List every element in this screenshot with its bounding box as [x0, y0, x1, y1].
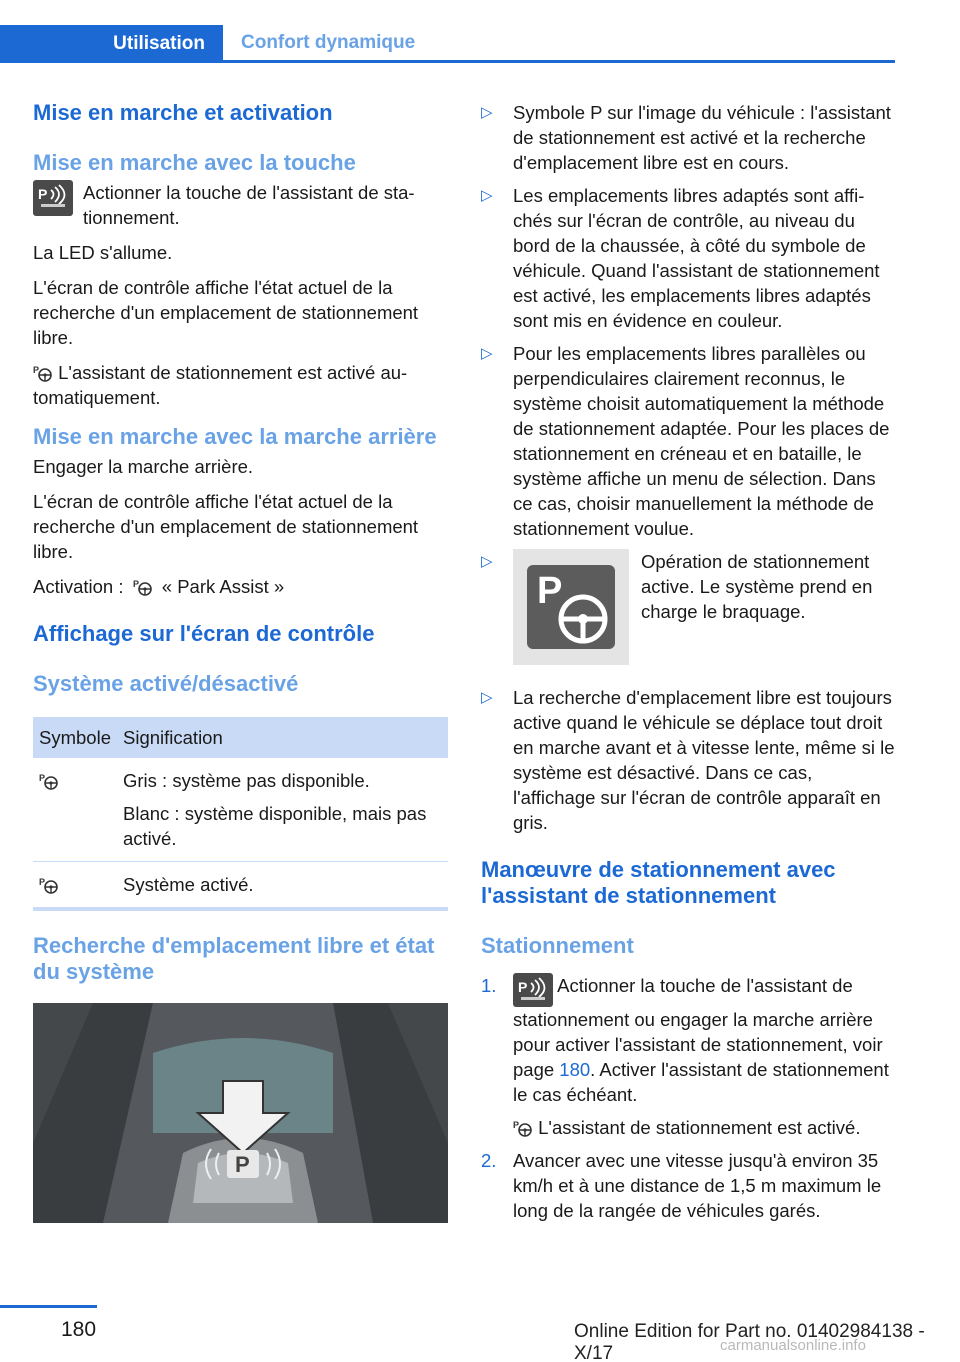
svg-text:P: P — [235, 1152, 250, 1177]
bullet-text: Les emplacements libres adaptés sont affichés sur l'écran de contrôle, au niveau du bord de la chaussée, à côté du symbole de véhicule. Quand l'assistant de stationnement est activé, les emplacements libres adaptés sont mis en évidence en couleur. — [513, 185, 880, 331]
touche-text: Actionner la touche de l'assistant de stationnement. — [83, 182, 415, 228]
row1-blanc: Blanc : système disponible, mais pas activé. — [123, 803, 427, 849]
heading-manoeuvre: Manœuvre de stationnement avec l'assistant de stationnement — [481, 857, 836, 908]
bullet-text: Symbole P sur l'image du véhicule : l'assistant de stationnement est activé et la recherche d'emplacement libre est en cours. — [513, 102, 891, 173]
row1-gris: Gris : système pas disponible. — [123, 770, 370, 791]
activation-line — [33, 574, 448, 599]
step-text: Actionner la touche de l'assistant de stationnement ou engager la marche arrière pour activer l'assistant de stationnement, voir page — [513, 975, 883, 1080]
bullet-text: La recherche d'emplacement libre est toujours active quand le véhicule se déplace tout droit en marche avant et à vitesse lente, même si le système est désactivé. Dans ce cas, l'affichage sur l'écran de contrôle apparaît en gris. — [513, 687, 895, 833]
park-assist-steering-icon — [33, 364, 53, 382]
park-assist-steering-icon — [39, 876, 59, 894]
tab-confort-dynamique[interactable]: Confort dynamique — [241, 31, 416, 53]
page-link[interactable]: 180 — [559, 1059, 591, 1080]
step-active-text: L'assistant de stationnement est activé. — [538, 1117, 861, 1138]
step-active-line — [513, 1115, 897, 1140]
bullet-triangle-icon: ▷ — [481, 689, 493, 706]
heading-marche-arriere: Mise en marche avec la marche arrière — [33, 424, 437, 449]
step-text: Avancer avec une vitesse jusqu'à environ 35 km/h et à une distance de 1,5 m maximum le long de la rangée de véhicules garés. — [513, 1150, 882, 1221]
col-symbole: Symbole — [39, 727, 111, 748]
page-number: 180 — [61, 1318, 97, 1341]
list-item — [481, 685, 897, 835]
svg-text:P: P — [39, 877, 46, 887]
heading-touche: Mise en marche avec la touche — [33, 150, 356, 175]
touche-block — [33, 180, 448, 230]
list-item — [481, 341, 897, 541]
table-row — [33, 862, 448, 907]
numbered-step — [481, 1148, 897, 1223]
symbol-table — [33, 717, 448, 911]
svg-text:P: P — [537, 570, 563, 612]
heading-activation: Mise en marche et activation — [33, 100, 333, 125]
ecran-text-1: L'écran de contrôle affiche l'état actuel de la recherche d'un emplacement de stationnement libre. — [33, 277, 419, 348]
col-signification: Signification — [123, 727, 223, 748]
header-tabbar — [0, 25, 895, 63]
ecran-text-2: L'écran de contrôle affiche l'état actuel de la recherche d'un emplacement de stationnement libre. — [33, 491, 419, 562]
left-column — [33, 100, 448, 1223]
step-number: 1. — [481, 975, 497, 996]
tab-utilisation[interactable]: Utilisation — [0, 25, 223, 63]
row2-active: Système activé. — [123, 874, 254, 895]
activation-suffix: « Park Assist » — [161, 576, 285, 597]
bullet-text: Pour les emplacements libres parallèles ou perpendiculaires clairement reconnus, le système choisit automatiquement la méthode de stationnement adaptée. Pour les places de stationnement en créneau et en bataille, le système affiche un menu de sélection. Dans ce cas, choisir manuellement la méthode de stationnement voulue. — [513, 343, 890, 539]
park-assist-steering-icon — [133, 578, 153, 596]
activation-prefix: Activation : — [33, 576, 124, 597]
list-item — [481, 100, 897, 175]
right-column — [481, 100, 897, 1231]
table-header — [33, 717, 448, 758]
list-item — [481, 549, 897, 665]
step-text-cont: . Activer l'assistant de stationnement le cas échéant. — [513, 1059, 889, 1105]
heading-affichage: Affichage sur l'écran de contrôle — [33, 621, 375, 646]
table-symbol-cell — [39, 872, 123, 897]
heading-stationnement: Stationnement — [481, 933, 634, 958]
heading-recherche: Recherche d'emplacement libre et état du système — [33, 933, 435, 984]
bullet-triangle-icon: ▷ — [481, 104, 493, 121]
engager-text: Engager la marche arrière. — [33, 456, 254, 477]
park-assist-steering-icon — [39, 772, 59, 790]
svg-text:P: P — [132, 579, 139, 589]
park-operation-icon — [513, 549, 629, 665]
svg-text:P: P — [38, 186, 48, 202]
bullet-text: Opération de stationnement active. Le système prend en charge le braquage. — [641, 551, 873, 622]
footer-rule — [0, 1305, 97, 1308]
park-assist-button-icon — [33, 180, 73, 216]
numbered-step — [481, 973, 897, 1140]
park-assist-steering-icon — [513, 1119, 533, 1137]
bullet-triangle-icon: ▷ — [481, 187, 493, 204]
svg-text:P: P — [39, 773, 46, 783]
table-row — [33, 758, 448, 862]
park-assist-button-icon — [513, 973, 553, 1007]
table-symbol-cell — [39, 768, 123, 851]
watermark: carmanualsonline.info — [720, 1337, 866, 1354]
table-meaning-cell — [123, 768, 442, 851]
edition-text: Online Edition for Part no. 01402984138 - X/17 — [574, 1321, 925, 1362]
control-display-image — [33, 1003, 448, 1223]
svg-text:P: P — [33, 365, 40, 375]
step-number: 2. — [481, 1150, 497, 1171]
heading-systeme: Système activé/désactivé — [33, 671, 299, 696]
svg-text:P: P — [513, 1120, 520, 1130]
bullet-triangle-icon: ▷ — [481, 553, 493, 570]
svg-text:P: P — [518, 979, 528, 995]
auto-activation-label: L'assistant de stationnement est activé automatiquement. — [33, 362, 408, 408]
led-text: La LED s'allume. — [33, 242, 173, 263]
bullet-triangle-icon: ▷ — [481, 345, 493, 362]
auto-activation-text — [33, 360, 448, 410]
list-item — [481, 183, 897, 333]
header-rule — [0, 60, 895, 63]
